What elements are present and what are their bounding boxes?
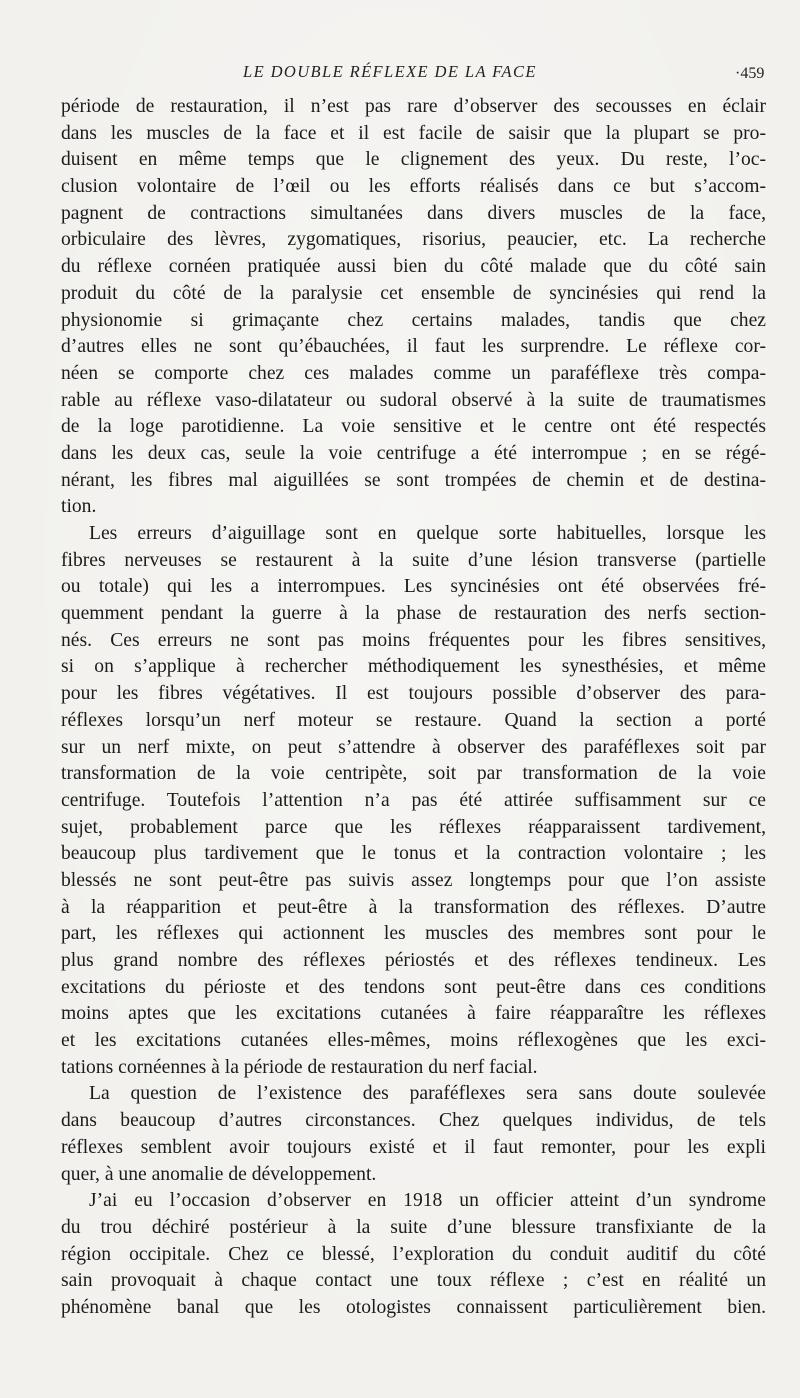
text-line: fibres nerveuses se restaurent à la suite d’une lésion transverse (partielle — [61, 549, 766, 571]
text-line: tations cornéennes à la période de restauration du nerf facial. — [61, 1056, 538, 1078]
text-line: blessés ne sont peut-être pas suivis assez longtemps pour que l’on assiste — [61, 869, 766, 891]
text-line: sur un nerf mixte, on peut s’attendre à observer des paraféflexes soit par — [61, 736, 766, 758]
text-line: région occipitale. Chez ce blessé, l’exploration du conduit auditif du côté — [61, 1243, 766, 1265]
text-line: moins aptes que les excitations cutanées à faire réapparaître les réflexes — [61, 1003, 766, 1025]
text-line: du trou déchiré postérieur à la suite d’une blessure transfixiante de la — [61, 1216, 766, 1238]
text-line: duisent en même temps que le clignement des yeux. Du reste, l’oc- — [61, 149, 766, 171]
text-line: physionomie si grimaçante chez certains malades, tandis que chez — [61, 309, 766, 331]
running-title: LE DOUBLE RÉFLEXE DE LA FACE — [243, 62, 537, 81]
text-line: nérant, les fibres mal aiguillées se sont trompées de chemin et de destina- — [61, 469, 766, 491]
text-line: clusion volontaire de l’œil ou les efforts réalisés dans ce but s’accom- — [61, 176, 766, 198]
paragraph-start-line: La question de l’existence des paraféflexes sera sans doute soulevée — [89, 1083, 766, 1105]
text-line: du réflexe cornéen pratiquée aussi bien du côté malade que du côté sain — [61, 256, 766, 278]
text-line: nés. Ces erreurs ne sont pas moins fréquentes pour les fibres sensitives, — [61, 629, 766, 651]
text-line: si on s’applique à rechercher méthodiquement les synesthésies, et même — [61, 656, 766, 678]
text-line: pour les fibres végétatives. Il est toujours possible d’observer des para- — [61, 683, 766, 705]
paragraph-start-line: J’ai eu l’occasion d’observer en 1918 un officier atteint d’un syndrome — [89, 1190, 766, 1212]
text-line: tion. — [61, 496, 97, 518]
text-line: quemment pendant la guerre à la phase de restauration des nerfs section- — [61, 603, 766, 625]
paragraph-start-line: Les erreurs d’aiguillage sont en quelque sorte habituelles, lorsque les — [89, 523, 766, 544]
text-line: dans les deux cas, seule la voie centrifuge a été interrompue ; en se régé- — [61, 442, 766, 464]
text-line: beaucoup plus tardivement que le tonus et la contraction volontaire ; les — [61, 843, 766, 865]
text-line: produit du côté de la paralysie cet ensemble de syncinésies qui rend la — [61, 282, 766, 304]
page-number: ·459 — [735, 65, 765, 82]
text-line: centrifuge. Toutefois l’attention n’a pas été attirée suffisamment sur ce — [61, 789, 766, 811]
page-header — [0, 62, 800, 88]
text-line: orbiculaire des lèvres, zygomatiques, risorius, peaucier, etc. La recherche — [61, 229, 766, 251]
text-line: transformation de la voie centripète, soit par transformation de la voie — [61, 763, 766, 785]
body-text — [61, 94, 766, 1322]
text-line: à la réapparition et peut-être à la transformation des réflexes. D’autre — [61, 896, 766, 918]
text-line: de la loge parotidienne. La voie sensitive et le centre ont été respectés — [61, 416, 766, 438]
text-line: pagnent de contractions simultanées dans divers muscles de la face, — [61, 202, 766, 224]
text-line: néen se comporte chez ces malades comme un paraféflexe très compa- — [61, 362, 766, 384]
text-line: plus grand nombre des réflexes périostés et des réflexes tendineux. Les — [61, 950, 766, 971]
text-line: réflexes semblent avoir toujours existé et il faut remonter, pour les expli — [61, 1136, 766, 1158]
text-line: quer, à une anomalie de développement. — [61, 1163, 377, 1185]
text-line: d’autres elles ne sont qu’ébauchées, il faut les surprendre. Le réflexe cor- — [61, 336, 766, 358]
text-line: réflexes lorsqu’un nerf moteur se restaure. Quand la section a porté — [61, 709, 766, 731]
text-line: dans les muscles de la face et il est facile de saisir que la plupart se pro- — [61, 122, 766, 144]
text-line: sain provoquait à chaque contact une toux réflexe ; c’est en réalité un — [61, 1270, 766, 1292]
text-line: phénomène banal que les otologistes connaissent particulièrement bien. — [61, 1296, 766, 1318]
text-line: période de restauration, il n’est pas rare d’observer des secousses en éclair — [61, 96, 766, 117]
text-line: rable au réflexe vaso-dilatateur ou sudoral observé à la suite de traumatismes — [61, 389, 766, 411]
text-line: excitations du périoste et des tendons sont peut-être dans ces conditions — [61, 976, 766, 998]
text-line: ou totale) qui les a interrompues. Les syncinésies ont été observées fré- — [61, 576, 766, 598]
text-line: sujet, probablement parce que les réflexes réapparaissent tardivement, — [61, 816, 766, 838]
text-line: part, les réflexes qui actionnent les muscles des membres sont pour le — [61, 923, 766, 945]
text-line: et les excitations cutanées elles-mêmes, moins réflexogènes que les exci- — [61, 1030, 766, 1052]
text-line: dans beaucoup d’autres circonstances. Chez quelques individus, de tels — [61, 1110, 766, 1132]
